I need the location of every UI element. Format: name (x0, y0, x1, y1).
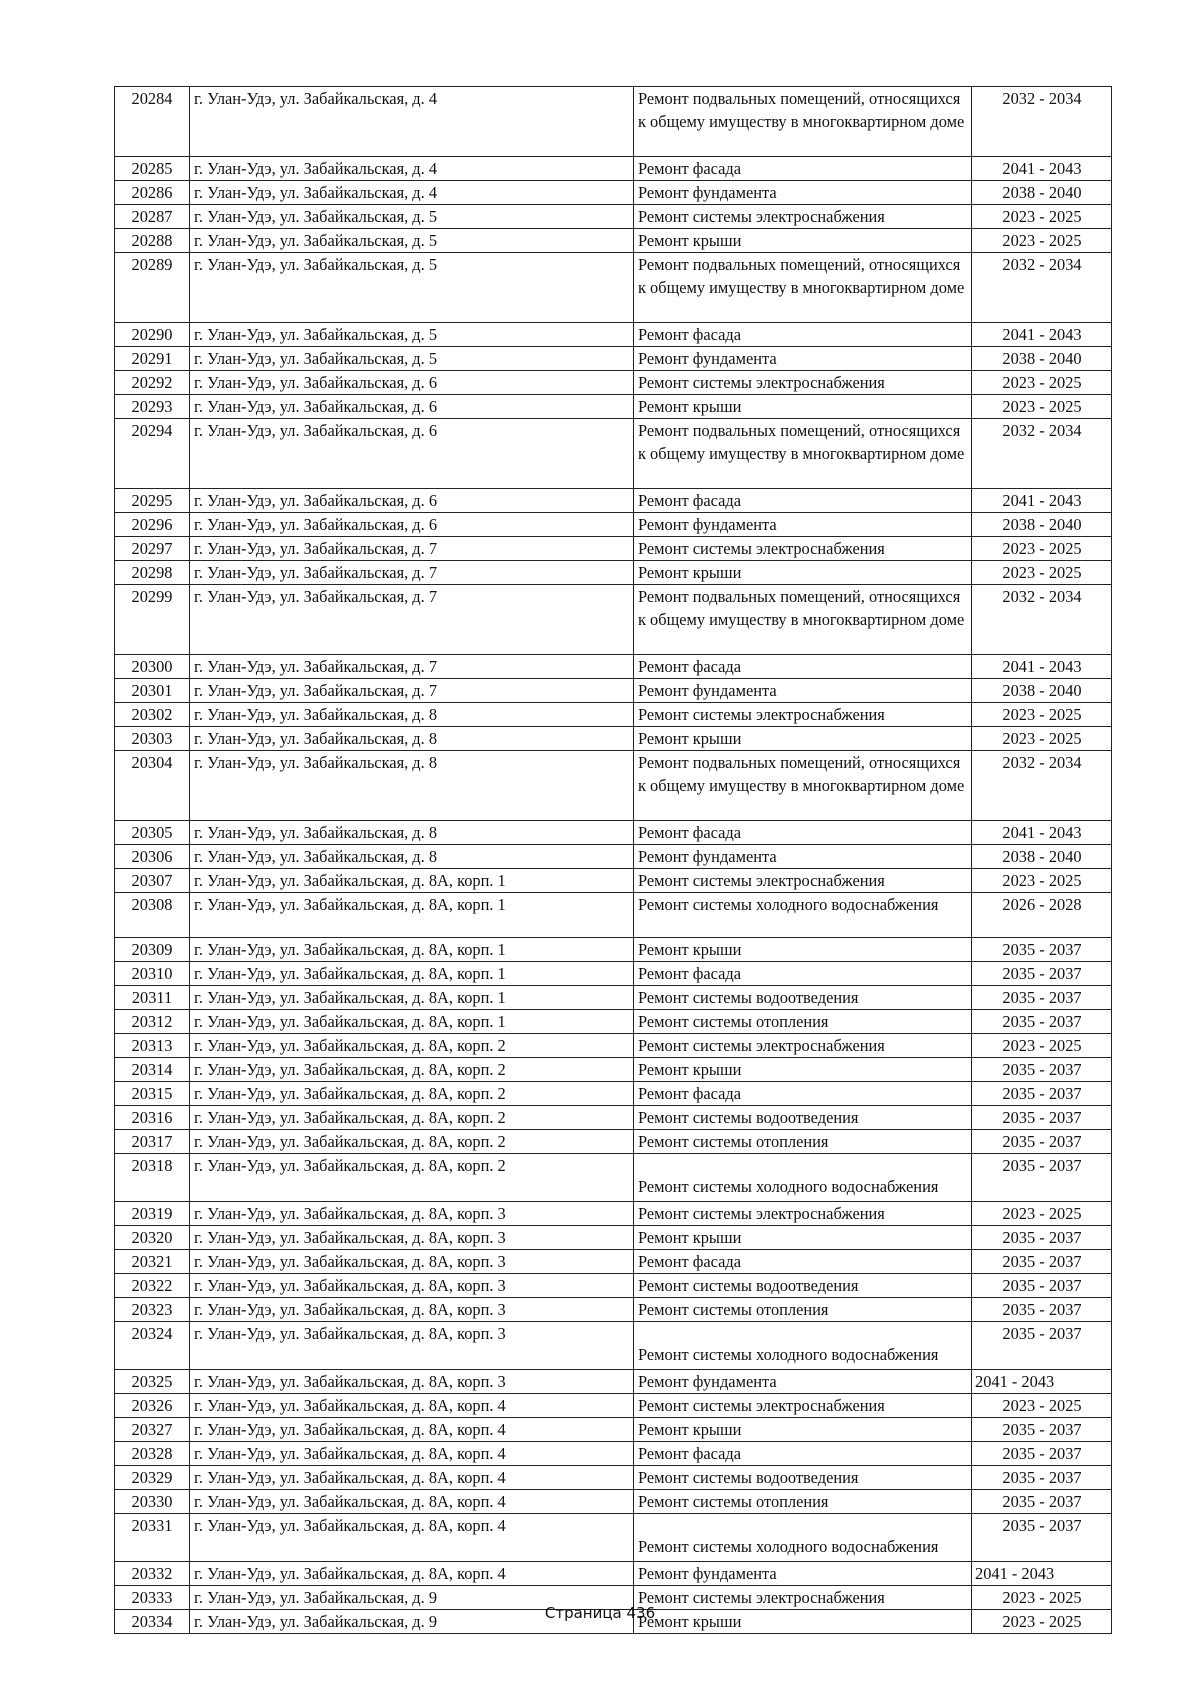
address-cell: г. Улан-Удэ, ул. Забайкальская, д. 9 (190, 1610, 634, 1634)
row-number-cell: 20306 (115, 845, 190, 869)
row-number-cell: 20292 (115, 371, 190, 395)
table-row (115, 489, 1112, 513)
address-cell: г. Улан-Удэ, ул. Забайкальская, д. 8А, корп. 3 (190, 1202, 634, 1226)
period-cell: 2035 - 2037 (972, 1010, 1112, 1034)
table-row (115, 1418, 1112, 1442)
row-number-cell: 20295 (115, 489, 190, 513)
table-row (115, 323, 1112, 347)
row-number-cell: 20331 (115, 1514, 190, 1562)
period-cell: 2038 - 2040 (972, 181, 1112, 205)
work-type-cell: Ремонт крыши (634, 938, 972, 962)
address-cell: г. Улан-Удэ, ул. Забайкальская, д. 5 (190, 229, 634, 253)
row-number-cell: 20287 (115, 205, 190, 229)
row-number-cell: 20302 (115, 703, 190, 727)
row-number-cell: 20305 (115, 821, 190, 845)
row-number-cell: 20308 (115, 893, 190, 938)
table-row (115, 1106, 1112, 1130)
work-type-cell: Ремонт крыши (634, 229, 972, 253)
work-type-cell: Ремонт подвальных помещений, относящихся к общему имуществу в многоквартирном доме (634, 419, 972, 489)
address-cell: г. Улан-Удэ, ул. Забайкальская, д. 9 (190, 1586, 634, 1610)
row-number-cell: 20286 (115, 181, 190, 205)
period-cell: 2035 - 2037 (972, 938, 1112, 962)
row-number-cell: 20290 (115, 323, 190, 347)
row-number-cell: 20296 (115, 513, 190, 537)
table-row (115, 1082, 1112, 1106)
work-type-cell: Ремонт системы электроснабжения (634, 371, 972, 395)
work-type-cell: Ремонт системы электроснабжения (634, 1202, 972, 1226)
table-row (115, 229, 1112, 253)
row-number-cell: 20314 (115, 1058, 190, 1082)
period-cell: 2035 - 2037 (972, 986, 1112, 1010)
period-cell: 2035 - 2037 (972, 1082, 1112, 1106)
row-number-cell: 20318 (115, 1154, 190, 1202)
address-cell: г. Улан-Удэ, ул. Забайкальская, д. 8А, корп. 2 (190, 1082, 634, 1106)
work-type-cell: Ремонт системы водоотведения (634, 1466, 972, 1490)
address-cell: г. Улан-Удэ, ул. Забайкальская, д. 8А, корп. 4 (190, 1490, 634, 1514)
period-cell: 2026 - 2028 (972, 893, 1112, 938)
period-cell: 2035 - 2037 (972, 1226, 1112, 1250)
row-number-cell: 20330 (115, 1490, 190, 1514)
table-row (115, 1154, 1112, 1202)
table-row (115, 537, 1112, 561)
table-row (115, 1442, 1112, 1466)
row-number-cell: 20285 (115, 157, 190, 181)
work-type-cell: Ремонт системы электроснабжения (634, 1034, 972, 1058)
address-cell: г. Улан-Удэ, ул. Забайкальская, д. 8А, корп. 4 (190, 1394, 634, 1418)
work-type-cell: Ремонт крыши (634, 1418, 972, 1442)
work-type-cell: Ремонт фасада (634, 157, 972, 181)
address-cell: г. Улан-Удэ, ул. Забайкальская, д. 6 (190, 371, 634, 395)
work-type-cell: Ремонт подвальных помещений, относящихся к общему имуществу в многоквартирном доме (634, 253, 972, 323)
address-cell: г. Улан-Удэ, ул. Забайкальская, д. 8А, корп. 2 (190, 1058, 634, 1082)
work-type-cell: Ремонт подвальных помещений, относящихся к общему имуществу в многоквартирном доме (634, 585, 972, 655)
work-type-cell: Ремонт фундамента (634, 679, 972, 703)
period-cell: 2023 - 2025 (972, 371, 1112, 395)
work-type-cell: Ремонт фасада (634, 323, 972, 347)
work-type-cell: Ремонт подвальных помещений, относящихся к общему имуществу в многоквартирном доме (634, 87, 972, 157)
page-number: Страница 436 (544, 1604, 656, 1622)
period-cell: 2035 - 2037 (972, 1130, 1112, 1154)
address-cell: г. Улан-Удэ, ул. Забайкальская, д. 8А, корп. 1 (190, 893, 634, 938)
table-body (115, 87, 1112, 1634)
address-cell: г. Улан-Удэ, ул. Забайкальская, д. 8 (190, 845, 634, 869)
table-row (115, 205, 1112, 229)
period-cell: 2032 - 2034 (972, 87, 1112, 157)
row-number-cell: 20320 (115, 1226, 190, 1250)
work-type-cell: Ремонт системы электроснабжения (634, 869, 972, 893)
work-type-cell: Ремонт фасада (634, 1082, 972, 1106)
table-row (115, 395, 1112, 419)
work-type-cell: Ремонт крыши (634, 1058, 972, 1082)
table-row (115, 371, 1112, 395)
table-row (115, 679, 1112, 703)
address-cell: г. Улан-Удэ, ул. Забайкальская, д. 8А, корп. 2 (190, 1154, 634, 1202)
period-cell: 2035 - 2037 (972, 1058, 1112, 1082)
address-cell: г. Улан-Удэ, ул. Забайкальская, д. 7 (190, 585, 634, 655)
period-cell: 2035 - 2037 (972, 1106, 1112, 1130)
address-cell: г. Улан-Удэ, ул. Забайкальская, д. 8А, корп. 4 (190, 1514, 634, 1562)
table-row (115, 513, 1112, 537)
address-cell: г. Улан-Удэ, ул. Забайкальская, д. 4 (190, 157, 634, 181)
work-type-cell: Ремонт крыши (634, 727, 972, 751)
table-row (115, 1274, 1112, 1298)
row-number-cell: 20334 (115, 1610, 190, 1634)
period-cell: 2023 - 2025 (972, 1034, 1112, 1058)
row-number-cell: 20300 (115, 655, 190, 679)
period-cell: 2035 - 2037 (972, 1490, 1112, 1514)
address-cell: г. Улан-Удэ, ул. Забайкальская, д. 8А, корп. 1 (190, 962, 634, 986)
address-cell: г. Улан-Удэ, ул. Забайкальская, д. 8А, корп. 2 (190, 1106, 634, 1130)
work-type-cell: Ремонт фундамента (634, 347, 972, 371)
work-type-cell: Ремонт крыши (634, 561, 972, 585)
period-cell: 2023 - 2025 (972, 869, 1112, 893)
row-number-cell: 20324 (115, 1322, 190, 1370)
table-row (115, 1490, 1112, 1514)
period-cell: 2035 - 2037 (972, 1514, 1112, 1562)
period-cell: 2023 - 2025 (972, 1202, 1112, 1226)
table-row (115, 845, 1112, 869)
address-cell: г. Улан-Удэ, ул. Забайкальская, д. 8А, корп. 3 (190, 1370, 634, 1394)
address-cell: г. Улан-Удэ, ул. Забайкальская, д. 8А, корп. 1 (190, 938, 634, 962)
row-number-cell: 20322 (115, 1274, 190, 1298)
period-cell: 2023 - 2025 (972, 561, 1112, 585)
work-type-cell: Ремонт системы водоотведения (634, 1106, 972, 1130)
row-number-cell: 20304 (115, 751, 190, 821)
address-cell: г. Улан-Удэ, ул. Забайкальская, д. 7 (190, 679, 634, 703)
work-type-cell: Ремонт фасада (634, 962, 972, 986)
address-cell: г. Улан-Удэ, ул. Забайкальская, д. 8 (190, 821, 634, 845)
row-number-cell: 20297 (115, 537, 190, 561)
work-type-cell: Ремонт системы холодного водоснабжения (634, 1154, 972, 1202)
row-number-cell: 20326 (115, 1394, 190, 1418)
period-cell: 2032 - 2034 (972, 585, 1112, 655)
address-cell: г. Улан-Удэ, ул. Забайкальская, д. 4 (190, 87, 634, 157)
address-cell: г. Улан-Удэ, ул. Забайкальская, д. 6 (190, 513, 634, 537)
table-row (115, 1202, 1112, 1226)
row-number-cell: 20316 (115, 1106, 190, 1130)
period-cell: 2038 - 2040 (972, 845, 1112, 869)
work-type-cell: Ремонт фундамента (634, 181, 972, 205)
table-row (115, 893, 1112, 938)
work-type-cell: Ремонт системы электроснабжения (634, 1394, 972, 1418)
table-row (115, 561, 1112, 585)
address-cell: г. Улан-Удэ, ул. Забайкальская, д. 8А, корп. 2 (190, 1130, 634, 1154)
work-type-cell: Ремонт системы холодного водоснабжения (634, 1322, 972, 1370)
work-type-cell: Ремонт фундамента (634, 513, 972, 537)
period-cell: 2023 - 2025 (972, 1610, 1112, 1634)
address-cell: г. Улан-Удэ, ул. Забайкальская, д. 8А, корп. 3 (190, 1322, 634, 1370)
row-number-cell: 20321 (115, 1250, 190, 1274)
period-cell: 2035 - 2037 (972, 962, 1112, 986)
work-type-cell: Ремонт подвальных помещений, относящихся к общему имуществу в многоквартирном доме (634, 751, 972, 821)
work-type-cell: Ремонт фасада (634, 655, 972, 679)
address-cell: г. Улан-Удэ, ул. Забайкальская, д. 7 (190, 537, 634, 561)
row-number-cell: 20315 (115, 1082, 190, 1106)
period-cell: 2023 - 2025 (972, 703, 1112, 727)
table-row (115, 655, 1112, 679)
row-number-cell: 20288 (115, 229, 190, 253)
table-row (115, 938, 1112, 962)
work-type-cell: Ремонт системы электроснабжения (634, 703, 972, 727)
period-cell: 2035 - 2037 (972, 1250, 1112, 1274)
table-row (115, 1034, 1112, 1058)
address-cell: г. Улан-Удэ, ул. Забайкальская, д. 8А, корп. 2 (190, 1034, 634, 1058)
period-cell: 2035 - 2037 (972, 1442, 1112, 1466)
row-number-cell: 20310 (115, 962, 190, 986)
address-cell: г. Улан-Удэ, ул. Забайкальская, д. 5 (190, 205, 634, 229)
work-type-cell: Ремонт фасада (634, 1250, 972, 1274)
work-type-cell: Ремонт фундамента (634, 1370, 972, 1394)
row-number-cell: 20298 (115, 561, 190, 585)
table-row (115, 1394, 1112, 1418)
address-cell: г. Улан-Удэ, ул. Забайкальская, д. 5 (190, 253, 634, 323)
address-cell: г. Улан-Удэ, ул. Забайкальская, д. 8А, корп. 1 (190, 869, 634, 893)
period-cell: 2041 - 2043 (972, 1370, 1112, 1394)
table-row (115, 157, 1112, 181)
period-cell: 2032 - 2034 (972, 253, 1112, 323)
address-cell: г. Улан-Удэ, ул. Забайкальская, д. 8А, корп. 4 (190, 1562, 634, 1586)
period-cell: 2023 - 2025 (972, 1394, 1112, 1418)
address-cell: г. Улан-Удэ, ул. Забайкальская, д. 8 (190, 727, 634, 751)
work-type-cell: Ремонт системы отопления (634, 1298, 972, 1322)
table-row (115, 1298, 1112, 1322)
address-cell: г. Улан-Удэ, ул. Забайкальская, д. 6 (190, 489, 634, 513)
row-number-cell: 20299 (115, 585, 190, 655)
address-cell: г. Улан-Удэ, ул. Забайкальская, д. 8А, корп. 4 (190, 1466, 634, 1490)
work-type-cell: Ремонт фундамента (634, 845, 972, 869)
table-row (115, 1562, 1112, 1586)
row-number-cell: 20293 (115, 395, 190, 419)
table-row (115, 703, 1112, 727)
table-row (115, 347, 1112, 371)
row-number-cell: 20327 (115, 1418, 190, 1442)
work-type-cell: Ремонт фасада (634, 1442, 972, 1466)
table-row (115, 821, 1112, 845)
work-type-cell: Ремонт системы отопления (634, 1490, 972, 1514)
period-cell: 2035 - 2037 (972, 1418, 1112, 1442)
address-cell: г. Улан-Удэ, ул. Забайкальская, д. 8А, корп. 4 (190, 1418, 634, 1442)
period-cell: 2032 - 2034 (972, 751, 1112, 821)
table-row (115, 419, 1112, 489)
row-number-cell: 20313 (115, 1034, 190, 1058)
address-cell: г. Улан-Удэ, ул. Забайкальская, д. 5 (190, 347, 634, 371)
period-cell: 2041 - 2043 (972, 489, 1112, 513)
address-cell: г. Улан-Удэ, ул. Забайкальская, д. 8А, корп. 1 (190, 986, 634, 1010)
table-row (115, 1130, 1112, 1154)
table-row (115, 585, 1112, 655)
work-type-cell: Ремонт системы отопления (634, 1010, 972, 1034)
address-cell: г. Улан-Удэ, ул. Забайкальская, д. 8А, корп. 3 (190, 1250, 634, 1274)
work-type-cell: Ремонт системы электроснабжения (634, 537, 972, 561)
table-row (115, 1058, 1112, 1082)
address-cell: г. Улан-Удэ, ул. Забайкальская, д. 8А, корп. 3 (190, 1298, 634, 1322)
work-type-cell: Ремонт фасада (634, 821, 972, 845)
period-cell: 2041 - 2043 (972, 323, 1112, 347)
table-row (115, 986, 1112, 1010)
address-cell: г. Улан-Удэ, ул. Забайкальская, д. 6 (190, 419, 634, 489)
period-cell: 2035 - 2037 (972, 1274, 1112, 1298)
work-type-cell: Ремонт системы электроснабжения (634, 205, 972, 229)
work-type-cell: Ремонт системы отопления (634, 1130, 972, 1154)
row-number-cell: 20309 (115, 938, 190, 962)
period-cell: 2041 - 2043 (972, 1562, 1112, 1586)
period-cell: 2041 - 2043 (972, 655, 1112, 679)
address-cell: г. Улан-Удэ, ул. Забайкальская, д. 8 (190, 703, 634, 727)
period-cell: 2035 - 2037 (972, 1154, 1112, 1202)
table-row (115, 1370, 1112, 1394)
table-row (115, 1226, 1112, 1250)
period-cell: 2023 - 2025 (972, 1586, 1112, 1610)
work-type-cell: Ремонт фасада (634, 489, 972, 513)
row-number-cell: 20284 (115, 87, 190, 157)
row-number-cell: 20289 (115, 253, 190, 323)
period-cell: 2023 - 2025 (972, 395, 1112, 419)
address-cell: г. Улан-Удэ, ул. Забайкальская, д. 8А, корп. 3 (190, 1274, 634, 1298)
address-cell: г. Улан-Удэ, ул. Забайкальская, д. 8А, корп. 1 (190, 1010, 634, 1034)
row-number-cell: 20301 (115, 679, 190, 703)
work-type-cell: Ремонт крыши (634, 395, 972, 419)
address-cell: г. Улан-Удэ, ул. Забайкальская, д. 8А, корп. 4 (190, 1442, 634, 1466)
row-number-cell: 20328 (115, 1442, 190, 1466)
table-row (115, 1466, 1112, 1490)
table-row (115, 1250, 1112, 1274)
work-type-cell: Ремонт фундамента (634, 1562, 972, 1586)
period-cell: 2035 - 2037 (972, 1298, 1112, 1322)
row-number-cell: 20325 (115, 1370, 190, 1394)
address-cell: г. Улан-Удэ, ул. Забайкальская, д. 8А, корп. 3 (190, 1226, 634, 1250)
period-cell: 2023 - 2025 (972, 537, 1112, 561)
address-cell: г. Улан-Удэ, ул. Забайкальская, д. 7 (190, 655, 634, 679)
row-number-cell: 20333 (115, 1586, 190, 1610)
address-cell: г. Улан-Удэ, ул. Забайкальская, д. 4 (190, 181, 634, 205)
work-type-cell: Ремонт системы водоотведения (634, 1274, 972, 1298)
work-type-cell: Ремонт системы холодного водоснабжения (634, 1514, 972, 1562)
table-row (115, 1322, 1112, 1370)
table-row (115, 869, 1112, 893)
table-row (115, 1010, 1112, 1034)
row-number-cell: 20319 (115, 1202, 190, 1226)
table-row (115, 87, 1112, 157)
table-row (115, 181, 1112, 205)
address-cell: г. Улан-Удэ, ул. Забайкальская, д. 8 (190, 751, 634, 821)
table-row (115, 253, 1112, 323)
table-row (115, 1514, 1112, 1562)
row-number-cell: 20294 (115, 419, 190, 489)
row-number-cell: 20323 (115, 1298, 190, 1322)
table-row (115, 751, 1112, 821)
address-cell: г. Улан-Удэ, ул. Забайкальская, д. 6 (190, 395, 634, 419)
table-row (115, 727, 1112, 751)
row-number-cell: 20329 (115, 1466, 190, 1490)
row-number-cell: 20291 (115, 347, 190, 371)
period-cell: 2023 - 2025 (972, 205, 1112, 229)
row-number-cell: 20307 (115, 869, 190, 893)
period-cell: 2038 - 2040 (972, 347, 1112, 371)
repair-schedule-table (114, 86, 1112, 1634)
address-cell: г. Улан-Удэ, ул. Забайкальская, д. 5 (190, 323, 634, 347)
row-number-cell: 20312 (115, 1010, 190, 1034)
work-type-cell: Ремонт системы электроснабжения (634, 1586, 972, 1610)
period-cell: 2038 - 2040 (972, 513, 1112, 537)
work-type-cell: Ремонт крыши (634, 1226, 972, 1250)
period-cell: 2035 - 2037 (972, 1322, 1112, 1370)
period-cell: 2041 - 2043 (972, 821, 1112, 845)
row-number-cell: 20303 (115, 727, 190, 751)
row-number-cell: 20332 (115, 1562, 190, 1586)
period-cell: 2035 - 2037 (972, 1466, 1112, 1490)
period-cell: 2038 - 2040 (972, 679, 1112, 703)
row-number-cell: 20317 (115, 1130, 190, 1154)
period-cell: 2023 - 2025 (972, 727, 1112, 751)
period-cell: 2032 - 2034 (972, 419, 1112, 489)
table-row (115, 962, 1112, 986)
work-type-cell: Ремонт системы холодного водоснабжения (634, 893, 972, 938)
work-type-cell: Ремонт крыши (634, 1610, 972, 1634)
period-cell: 2041 - 2043 (972, 157, 1112, 181)
row-number-cell: 20311 (115, 986, 190, 1010)
address-cell: г. Улан-Удэ, ул. Забайкальская, д. 7 (190, 561, 634, 585)
period-cell: 2023 - 2025 (972, 229, 1112, 253)
work-type-cell: Ремонт системы водоотведения (634, 986, 972, 1010)
